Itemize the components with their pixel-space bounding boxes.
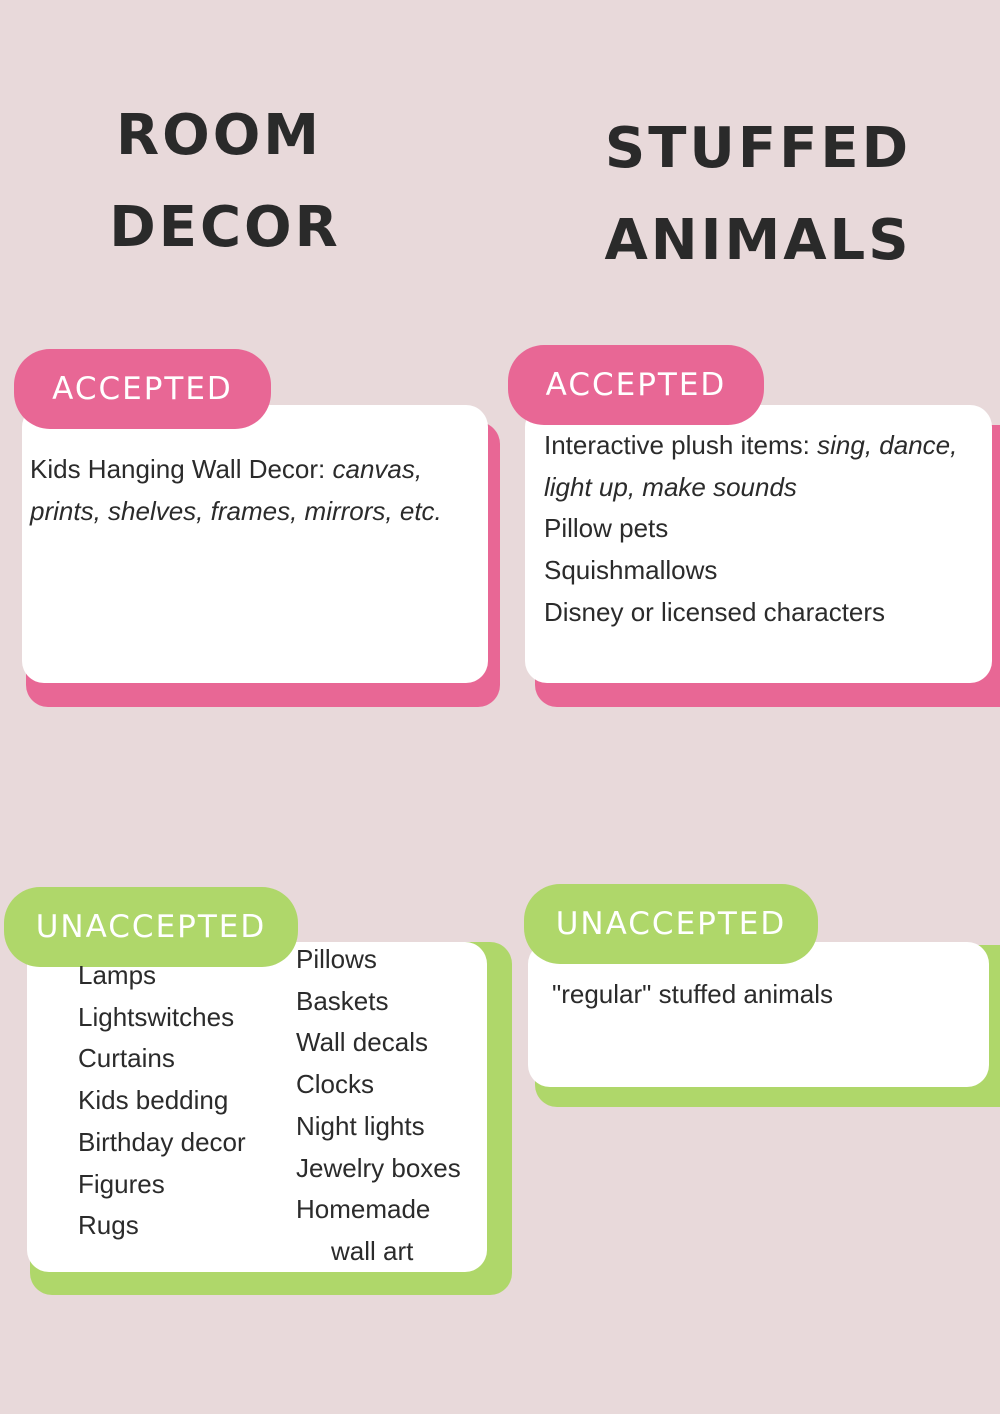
- list-item: Pillow pets: [544, 513, 669, 544]
- list-item: Night lights: [296, 1110, 425, 1141]
- stuffed-animals-accepted-first-item: [544, 425, 989, 508]
- list-item: Lamps: [78, 960, 157, 990]
- stuffed-animals-accepted-tag: ACCEPTED: [508, 345, 764, 425]
- room-decor-heading: [60, 90, 390, 274]
- stuffed-animals-unaccepted-tag: UNACCEPTED: [524, 884, 818, 964]
- stuffed-animals-accepted-text: [544, 425, 989, 634]
- list-item: Kids bedding: [78, 1085, 229, 1116]
- stuffed-animals-accepted-list: [544, 508, 989, 633]
- stuffed-animals-heading-line2: ANIMALS: [604, 208, 912, 273]
- list-item: Birthday decor: [78, 1126, 246, 1157]
- list-item: Squishmallows: [544, 555, 718, 586]
- room-decor-accepted-tag: ACCEPTED: [14, 349, 271, 429]
- list-item: Pillows: [296, 944, 377, 974]
- list-item: Jewelry boxes: [296, 1152, 461, 1183]
- room-decor-accepted-examples: canvas, prints, shelves, frames, mirrors, etc.: [30, 454, 442, 526]
- list-item: Lightswitches: [78, 1001, 235, 1032]
- room-decor-unaccepted-right-list: [296, 939, 491, 1273]
- room-decor-accepted-text: [30, 449, 486, 532]
- stuffed-animals-unaccepted-text: "regular" stuffed animals: [552, 979, 834, 1009]
- stuffed-animals-accepted-first-examples: sing, dance, light up, make sounds: [544, 430, 958, 502]
- list-item-continuation: wall art: [331, 1235, 414, 1266]
- room-decor-heading-line2: DECOR: [109, 195, 341, 260]
- list-item: Rugs: [78, 1210, 139, 1241]
- stuffed-animals-heading-line1: STUFFED: [604, 116, 912, 181]
- list-item: Figures: [78, 1168, 165, 1199]
- list-item: Homemade: [296, 1194, 431, 1225]
- room-decor-unaccepted-left-list: [78, 955, 293, 1247]
- list-item: Baskets: [296, 985, 389, 1016]
- stuffed-animals-heading: [580, 103, 936, 287]
- list-item: Clocks: [296, 1069, 375, 1100]
- list-item: Curtains: [78, 1043, 175, 1074]
- list-item: Wall decals: [296, 1027, 428, 1058]
- stuffed-animals-accepted-first-lead: Interactive plush items:: [544, 430, 818, 460]
- room-decor-heading-line1: ROOM: [115, 103, 323, 168]
- room-decor-accepted-card: [22, 405, 488, 683]
- room-decor-accepted-lead: Kids Hanging Wall Decor:: [30, 454, 333, 484]
- room-decor-unaccepted-tag: UNACCEPTED: [4, 887, 298, 967]
- list-item: Disney or licensed characters: [544, 596, 886, 627]
